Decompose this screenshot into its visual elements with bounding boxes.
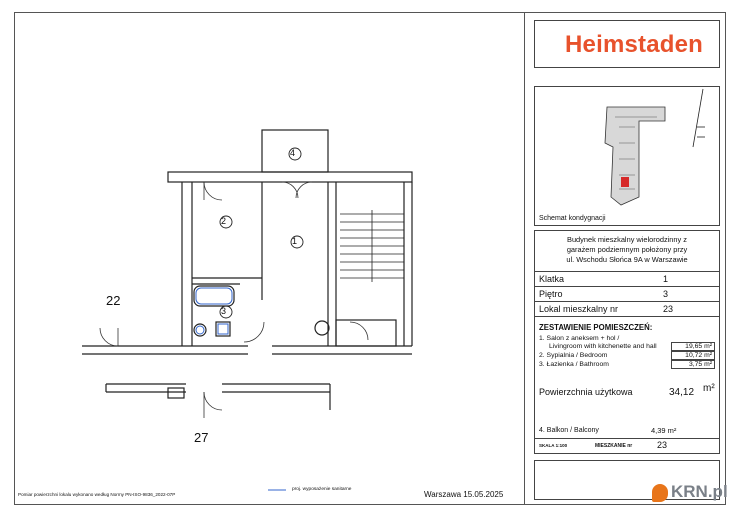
neighbour-unit-27: 27 — [194, 430, 209, 445]
sanitary-equipment — [196, 288, 232, 334]
room-item-2: 2. Sypialnia / Bedroom — [539, 352, 608, 359]
staircase-row: Klatka 1 — [535, 271, 719, 287]
document-date: Warszawa 15.05.2025 — [424, 490, 504, 499]
room-number-2: 2 — [221, 216, 227, 226]
room-item-3: 3. Łazienka / Bathroom — [539, 361, 609, 368]
keyplan-caption: Schemat kondygnacji — [539, 215, 606, 222]
rooms-summary-title: ZESTAWIENIE POMIESZCZEŃ: — [539, 323, 653, 332]
balcony-area: 4,39 m² — [651, 426, 677, 435]
keyplan-drawing — [535, 87, 719, 207]
balcony-label: 4. Balkon / Balcony — [539, 427, 599, 434]
room-number-1: 1 — [292, 236, 298, 246]
scale-label: SKALA 1:100 — [539, 443, 568, 448]
floor-row: Piętro 3 — [535, 286, 719, 302]
north-arrow-icon — [693, 89, 705, 147]
room-area-1: 19,65 m² — [671, 342, 715, 351]
heimstaden-logo: Heimstaden — [565, 31, 704, 58]
apartment-number: 23 — [657, 440, 668, 450]
usable-area-unit: m² — [703, 383, 715, 394]
keyplan-panel — [534, 86, 720, 226]
room-area-2: 10,72 m² — [671, 351, 715, 360]
scale-box — [534, 438, 720, 454]
measurement-note: Pomiar powierzchni lokalu wykonano według Normy PN-ISO-9836_2022-07P — [18, 492, 176, 497]
stairs — [340, 210, 404, 282]
room-area-3: 3,75 m² — [671, 360, 715, 369]
watermark-icon — [652, 484, 668, 502]
room-number-3: 3 — [221, 306, 227, 316]
usable-area-label: Powierzchnia użytkowa — [539, 387, 633, 397]
building-description: Budynek mieszkalny wielorodzinny z garażem podziemnym położony przy ul. Wschodu Słońca 9A w Warszawie — [566, 235, 688, 264]
room-item-1-en: Livingroom with kitchenette and hall — [549, 343, 657, 350]
info-panel — [534, 230, 720, 454]
room-item-1: 1. Salon z aneksem + hol / — [539, 335, 620, 342]
room-number-4: 4 — [290, 148, 296, 158]
row-separator — [535, 316, 719, 317]
apartment-row: Lokal mieszkalny nr 23 — [535, 301, 719, 317]
apartment-marker — [621, 177, 629, 187]
sanitary-legend-note: proj. wyposażenie sanitarne — [292, 487, 352, 492]
neighbour-unit-22: 22 — [106, 293, 121, 308]
watermark-text: KRN.pl — [671, 482, 728, 501]
usable-area-value: 34,12 — [669, 387, 695, 398]
logo-panel — [534, 20, 720, 68]
apartment-label: MIESZKANIE nr — [595, 443, 633, 449]
